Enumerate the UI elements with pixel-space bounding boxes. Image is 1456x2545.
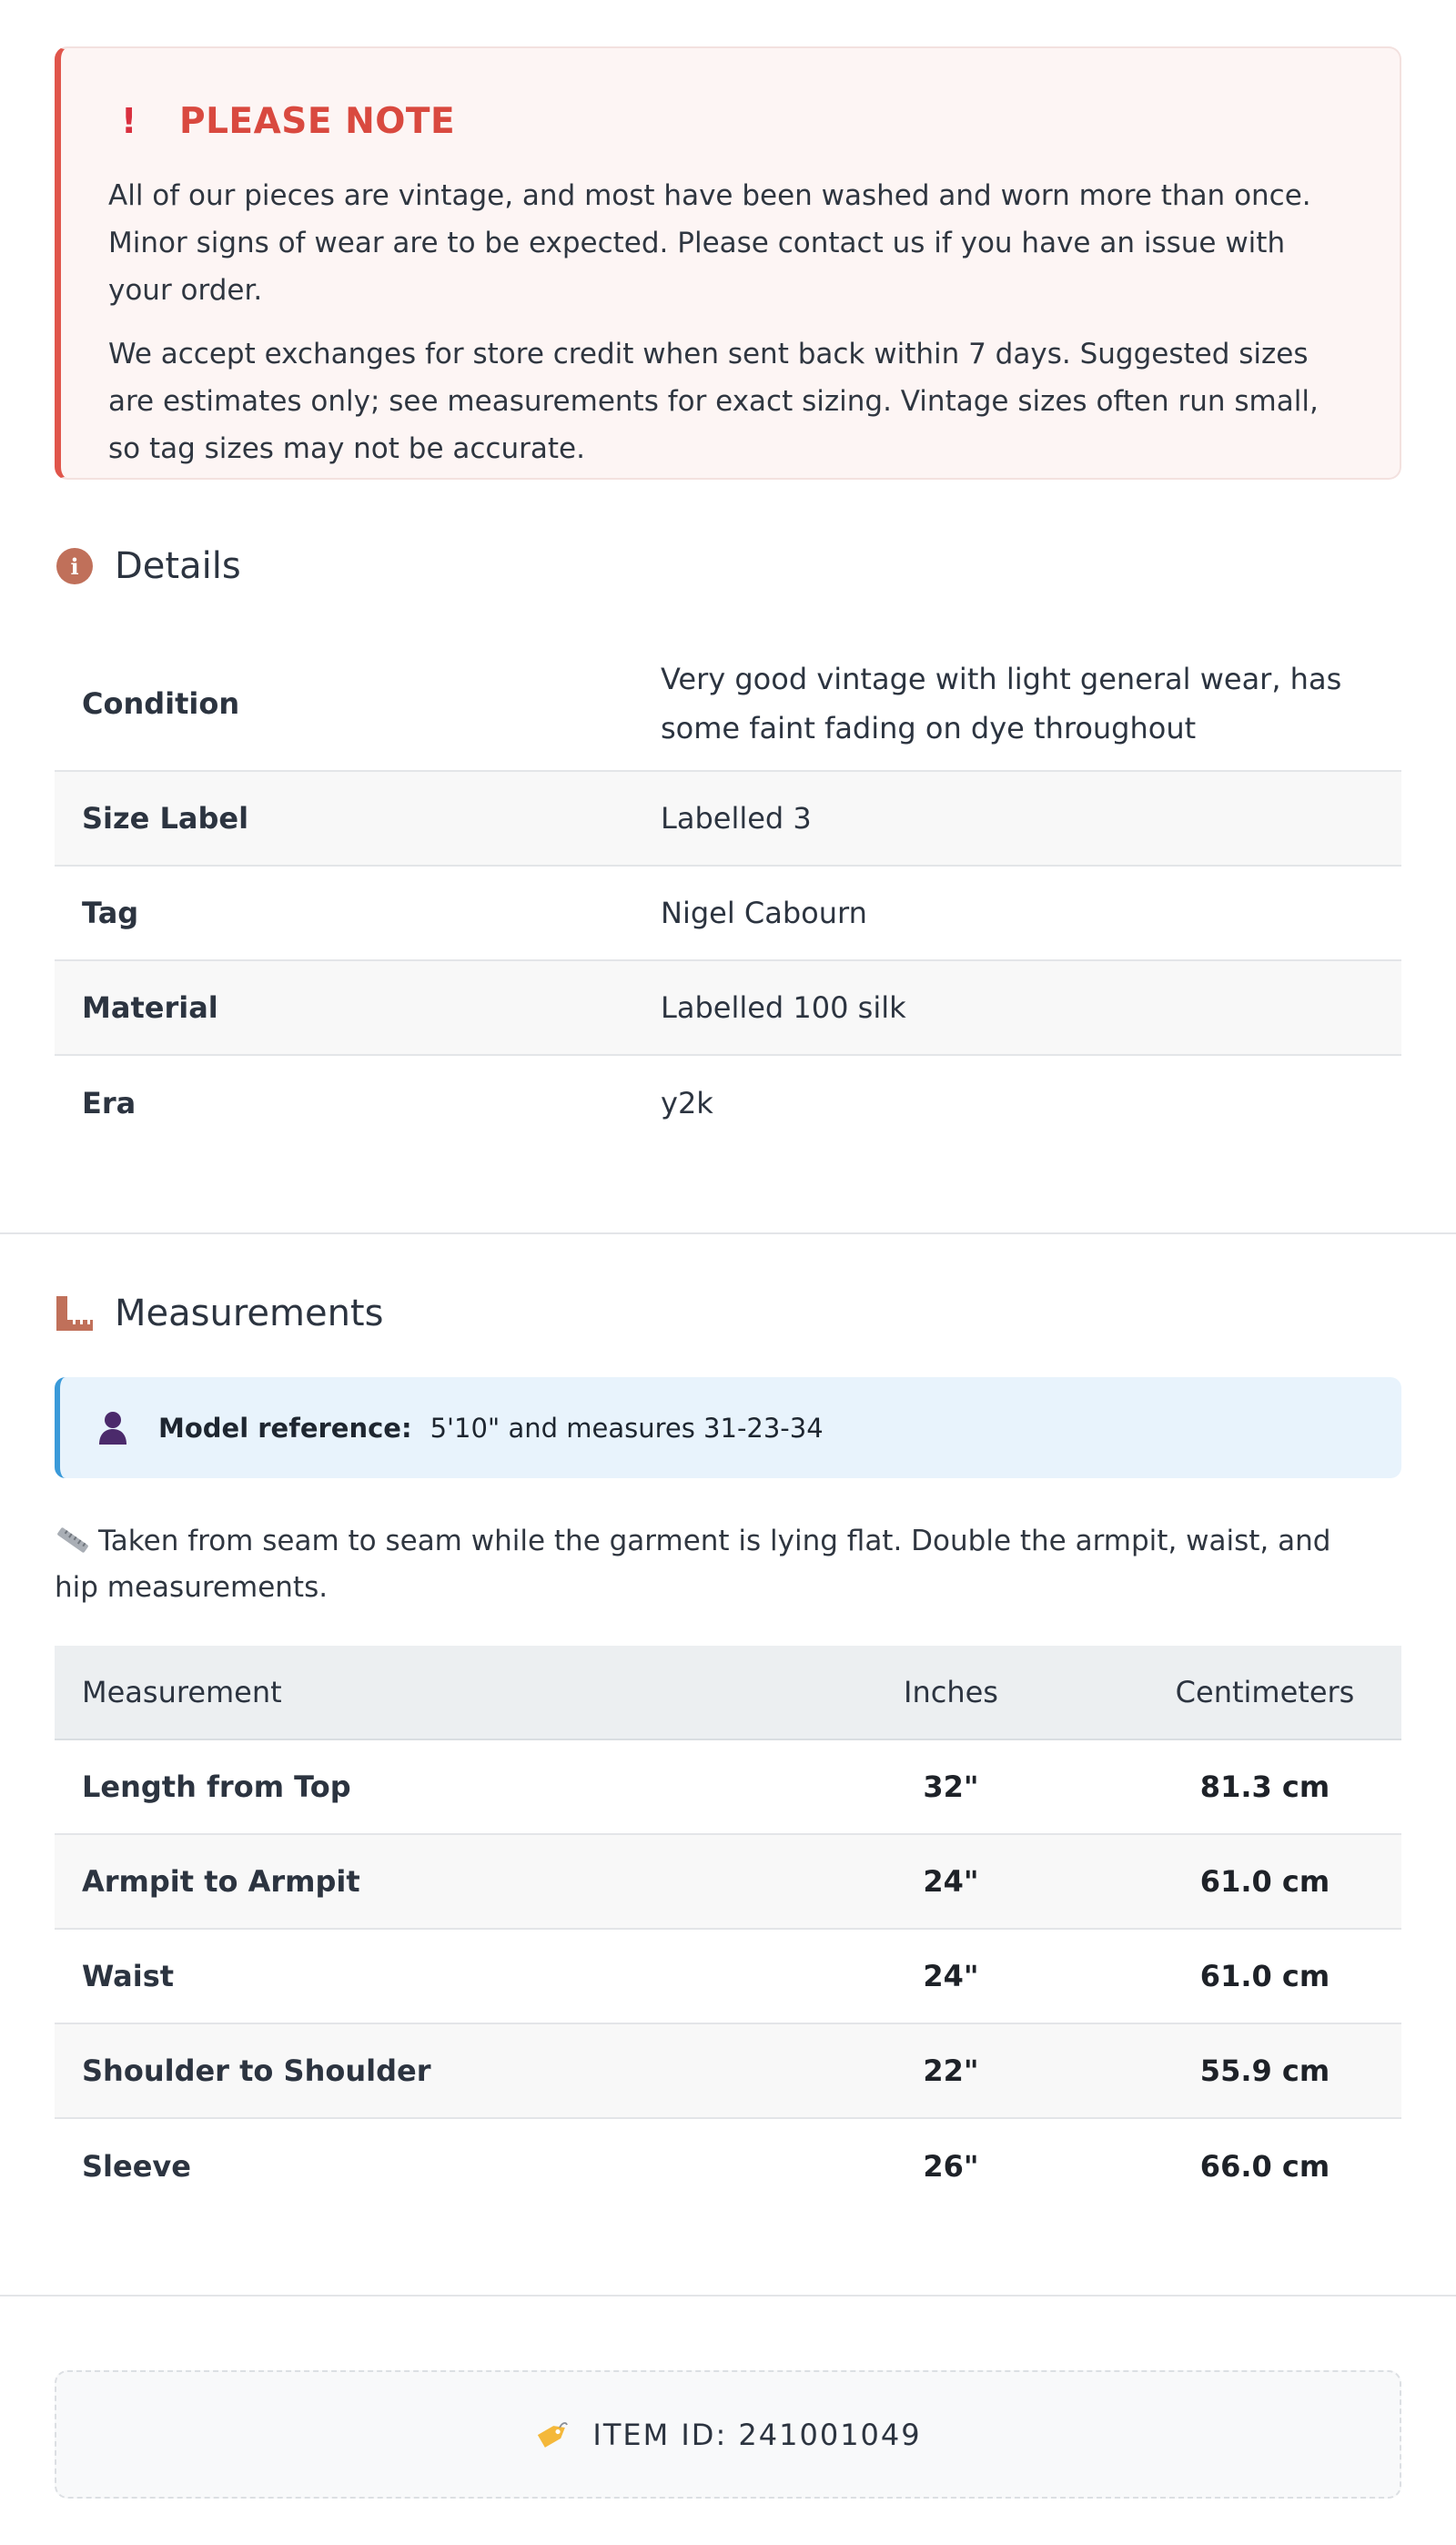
details-row xyxy=(55,867,1401,961)
details-value: y2k xyxy=(661,1086,713,1120)
notice-title: PLEASE NOTE xyxy=(179,100,456,142)
measurement-inches: 24" xyxy=(923,1864,979,1899)
table-header xyxy=(55,1646,1401,1740)
details-key: Material xyxy=(82,990,218,1025)
notice-header xyxy=(108,101,1352,141)
measurements-header xyxy=(55,1286,383,1341)
details-key: Condition xyxy=(82,686,240,721)
notice-paragraph: We accept exchanges for store credit when sent back within 7 days. Suggested sizes are estimates only; see measurements for exact sizing. Vintage sizes often run small, so tag sizes may not be accurate. xyxy=(108,338,1319,465)
table-row xyxy=(55,1740,1401,1835)
details-value: Labelled 100 silk xyxy=(661,990,906,1025)
tag-icon xyxy=(534,2417,571,2453)
details-row xyxy=(55,772,1401,867)
model-reference-label: Model reference: xyxy=(158,1412,412,1444)
notice-paragraph: All of our pieces are vintage, and most have been washed and worn more than once. Minor signs of wear are to be expected. Please contact us if you have an issue with your order. xyxy=(108,179,1311,307)
info-circle-icon: i xyxy=(55,546,95,586)
measurement-inches: 26" xyxy=(923,2149,979,2184)
measurement-inches: 22" xyxy=(923,2053,979,2088)
details-value: Labelled 3 xyxy=(661,801,812,836)
section-divider xyxy=(0,2295,1456,2297)
details-header xyxy=(55,539,241,593)
table-row xyxy=(55,1835,1401,1930)
table-row xyxy=(55,1930,1401,2024)
notice-box xyxy=(55,46,1401,480)
person-icon xyxy=(96,1410,129,1446)
exclamation-icon: ! xyxy=(121,101,137,141)
column-header: Centimeters xyxy=(1175,1675,1355,1709)
measurement-cm: 61.0 cm xyxy=(1199,1864,1330,1899)
measurement-inches: 32" xyxy=(923,1769,979,1804)
measurement-name: Shoulder to Shoulder xyxy=(82,2053,431,2088)
model-reference-value: 5'10" and measures 31-23-34 xyxy=(430,1412,824,1444)
model-reference-box xyxy=(55,1377,1401,1478)
details-key: Size Label xyxy=(82,801,249,836)
measurement-cm: 66.0 cm xyxy=(1199,2149,1330,2184)
measurement-cm: 81.3 cm xyxy=(1199,1769,1330,1804)
ruler-small-icon xyxy=(55,1526,91,1554)
table-row xyxy=(55,2024,1401,2119)
details-value: Very good vintage with light general wear, has some faint fading on dye throughout xyxy=(661,662,1342,745)
measurement-name: Length from Top xyxy=(82,1769,351,1804)
measurement-name: Sleeve xyxy=(82,2149,191,2184)
column-header: Inches xyxy=(904,1675,998,1709)
column-header: Measurement xyxy=(82,1675,282,1709)
measurement-name: Waist xyxy=(82,1959,175,1993)
item-id: ITEM ID: 241001049 xyxy=(592,2417,922,2452)
ruler-icon xyxy=(55,1293,95,1333)
details-row xyxy=(55,1056,1401,1151)
measurement-cm: 55.9 cm xyxy=(1199,2053,1330,2088)
details-heading: Details xyxy=(115,545,241,587)
measurement-note-text: Taken from seam to seam while the garment is lying flat. Double the armpit, waist, and hip measurements. xyxy=(55,1525,1331,1604)
measurement-note xyxy=(55,1518,1347,1611)
section-divider xyxy=(0,1232,1456,1234)
item-id-box xyxy=(55,2370,1401,2499)
measurements-heading: Measurements xyxy=(115,1293,384,1334)
details-key: Era xyxy=(82,1086,136,1120)
details-table xyxy=(55,637,1401,1151)
table-row xyxy=(55,2119,1401,2214)
details-row xyxy=(55,637,1401,772)
details-key: Tag xyxy=(82,896,139,930)
measurements-table xyxy=(55,1646,1401,2214)
measurement-inches: 24" xyxy=(923,1959,979,1993)
details-value: Nigel Cabourn xyxy=(661,896,867,930)
measurement-cm: 61.0 cm xyxy=(1199,1959,1330,1993)
measurement-name: Armpit to Armpit xyxy=(82,1864,360,1899)
details-row xyxy=(55,961,1401,1056)
